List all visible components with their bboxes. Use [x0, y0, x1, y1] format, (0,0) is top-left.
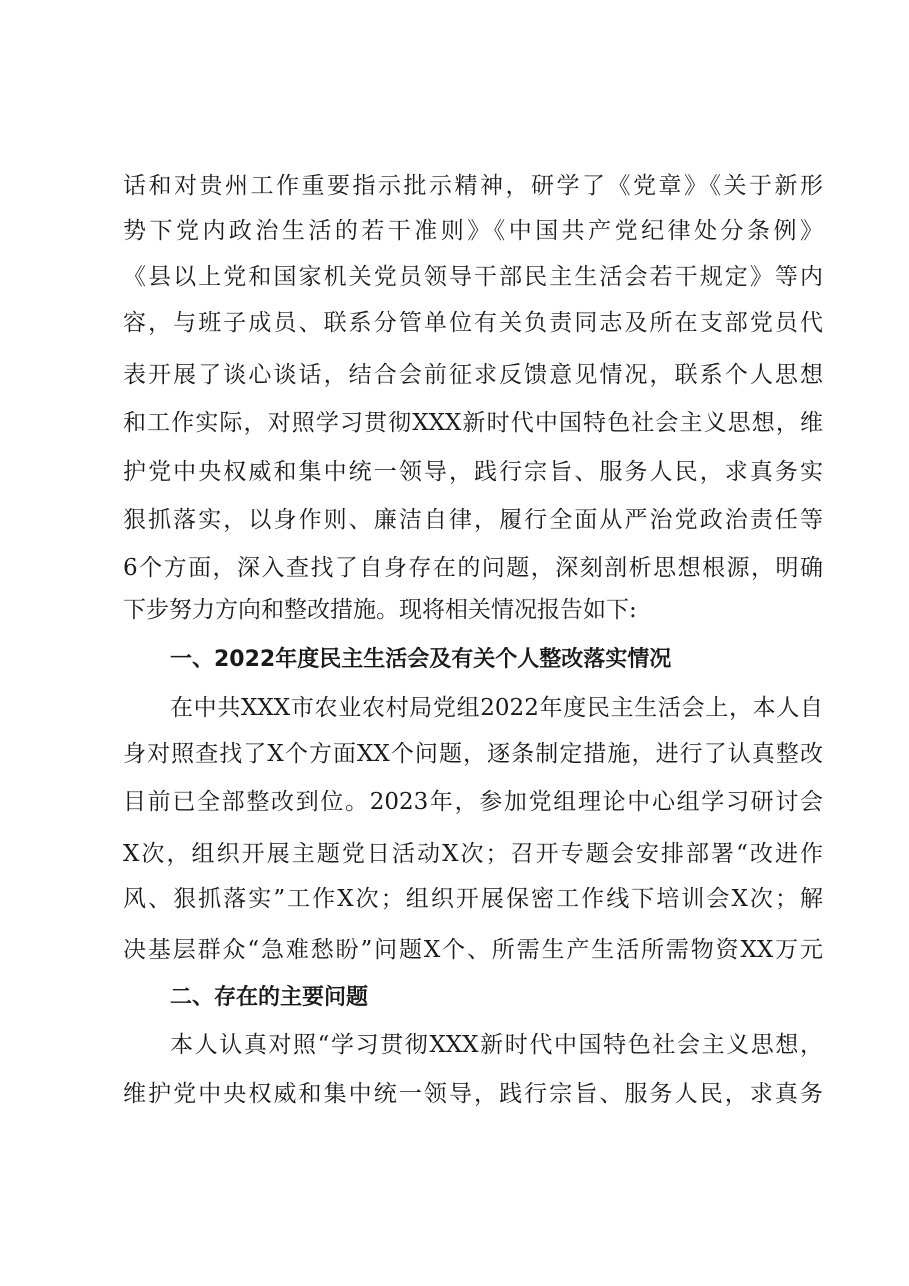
paragraph-line: 表开展了谈心谈话，结合会前征求反馈意见情况，联系个人思想: [123, 362, 823, 388]
paragraph-line: X次，组织开展主题党日活动X次；召开专题会安排部署“改进作: [123, 841, 823, 867]
paragraph-line: 话和对贵州工作重要指示批示精神，研学了《党章》《关于新形: [123, 173, 823, 199]
paragraph-line: 本人认真对照“学习贯彻XXX新时代中国特色社会主义思想，: [170, 1032, 823, 1058]
paragraph-line: 下步努力方向和整改措施。现将相关情况报告如下:: [123, 597, 637, 623]
paragraph-line: 风、狠抓落实”工作X次；组织开展保密工作线下培训会X次；解: [123, 886, 823, 912]
paragraph-line: 在中共XXX市农业农村局党组2022年度民主生活会上，本人自: [170, 695, 823, 721]
paragraph-line: 狠抓落实，以身作则、廉洁自律，履行全面从严治党政治责任等: [123, 507, 823, 533]
paragraph-line: 护党中央权威和集中统一领导，践行宗旨、服务人民，求真务实: [123, 459, 823, 485]
paragraph-line: 维护党中央权威和集中统一领导，践行宗旨、服务人民，求真务: [123, 1081, 823, 1107]
paragraph-line: 身对照查找了X个方面XX个问题，逐条制定措施，进行了认真整改: [123, 741, 823, 767]
paragraph-line: 目前已全部整改到位。2023年，参加党组理论中心组学习研讨会: [123, 789, 823, 815]
paragraph-line: 容，与班子成员、联系分管单位有关负责同志及所在支部党员代: [123, 310, 823, 336]
paragraph-line: 决基层群众“急难愁盼”问题X个、所需生产生活所需物资XX万元: [123, 937, 823, 963]
paragraph-line: 《县以上党和国家机关党员领导干部民主生活会若干规定》等内: [123, 264, 823, 290]
paragraph-line: 势下党内政治生活的若干准则》《中国共产党纪律处分条例》: [123, 218, 823, 244]
section-heading-1: 一、2022年度民主生活会及有关个人整改落实情况: [170, 647, 672, 672]
paragraph-line: 和工作实际，对照学习贯彻XXX新时代中国特色社会主义思想，维: [123, 410, 823, 436]
paragraph-line: 6个方面，深入查找了自身存在的问题，深刻剖析思想根源，明确: [123, 555, 823, 581]
section-heading-2: 二、存在的主要问题: [170, 985, 369, 1010]
